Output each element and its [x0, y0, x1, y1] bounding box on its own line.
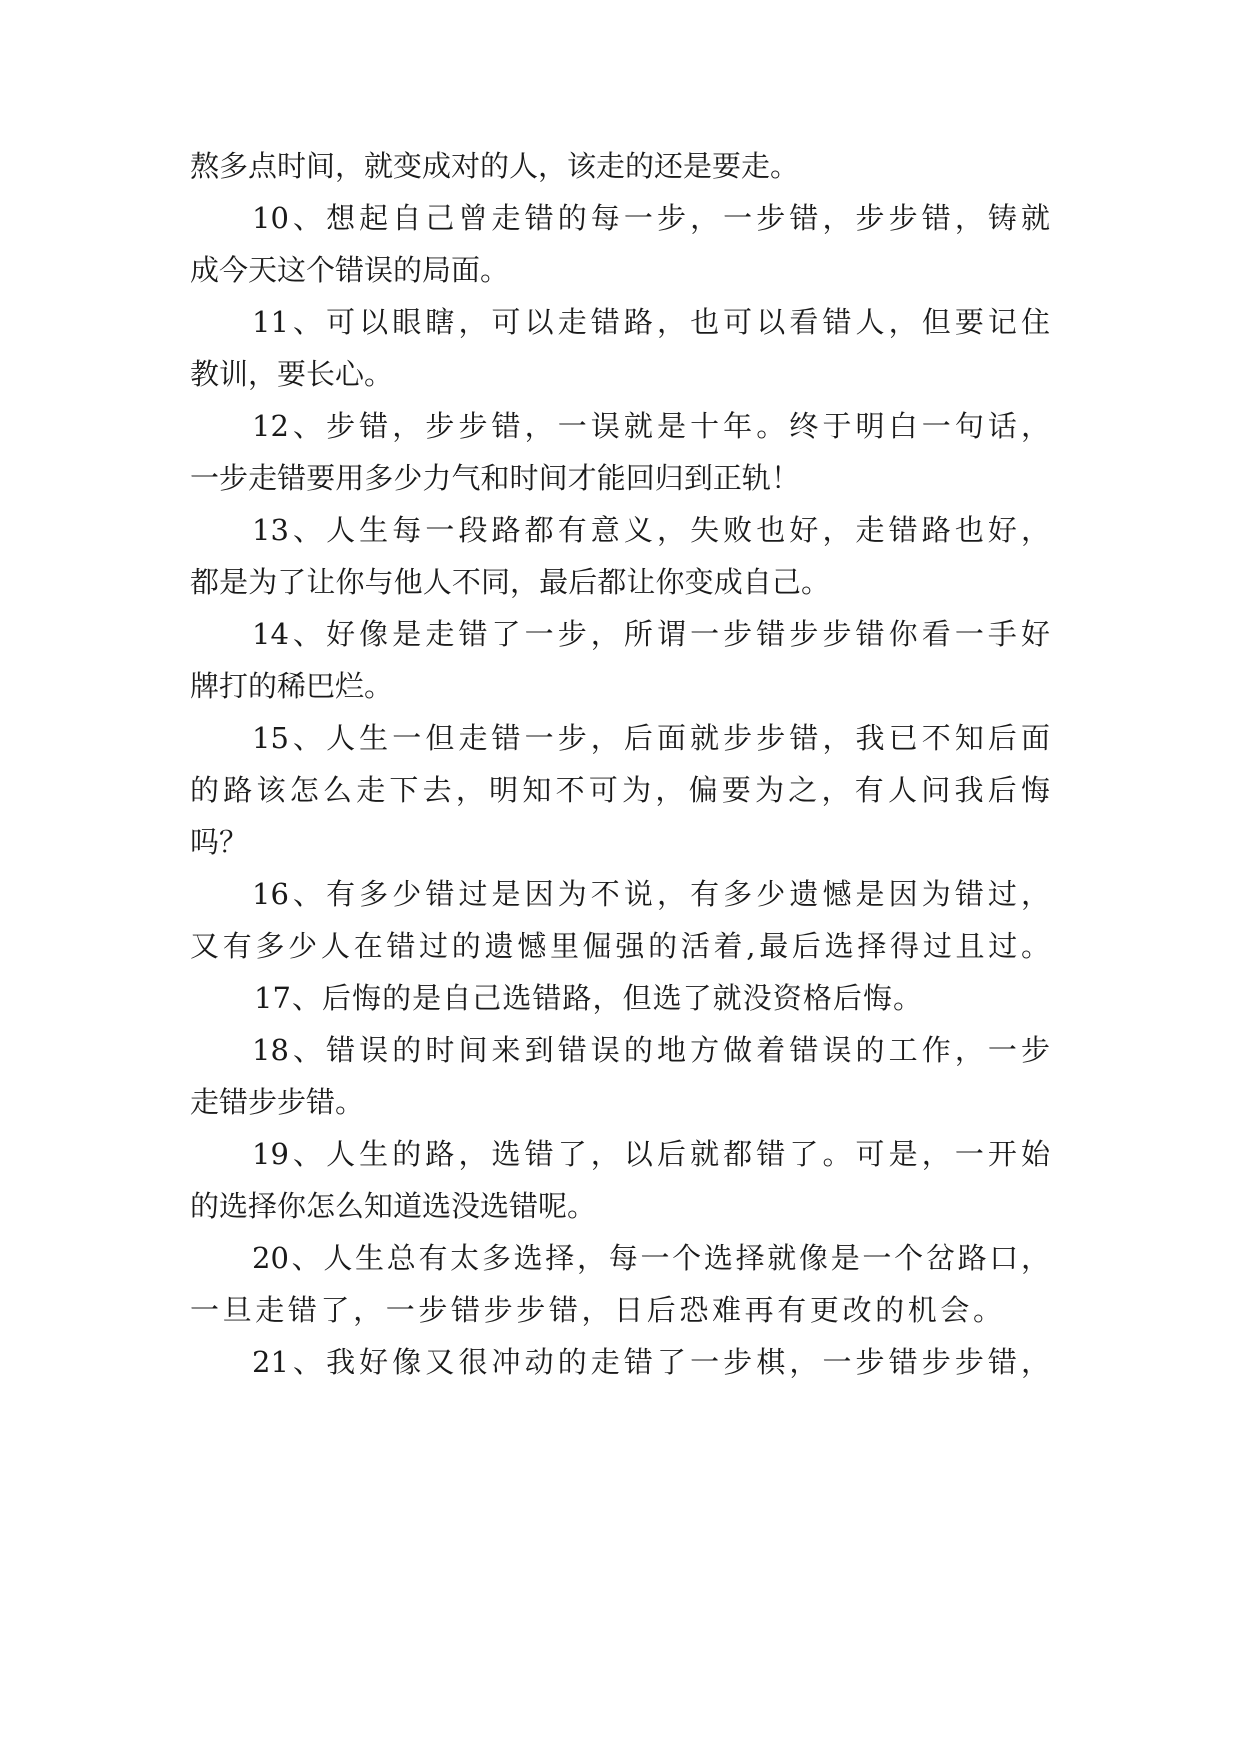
text-line-6: 12、步错，步步错，一误就是十年。终于明白一句话，: [252, 409, 1050, 443]
text-line-1: 熬多点时间，就变成对的人，该走的还是要走。: [190, 149, 800, 183]
text-line-17: 17、后悔的是自己选错路，但选了就没资格后悔。: [254, 981, 922, 1015]
text-line-22: 20、人生总有太多选择，每一个选择就像是一个岔路口，: [252, 1241, 1050, 1275]
text-line-7: 一步走错要用多少力气和时间才能回归到正轨！: [190, 461, 800, 495]
text-line-16: 又有多少人在错过的遗憾里倔强的活着,最后选择得过且过。: [190, 929, 1050, 963]
text-line-18: 18、错误的时间来到错误的地方做着错误的工作，一步: [252, 1033, 1050, 1067]
text-line-24: 21、我好像又很冲动的走错了一步棋，一步错步步错，: [252, 1345, 1050, 1379]
text-line-14: 吗？: [190, 825, 249, 859]
text-line-2: 10、想起自己曾走错的每一步，一步错，步步错，铸就: [252, 201, 1050, 235]
text-line-4: 11、可以眼瞎，可以走错路，也可以看错人，但要记住: [252, 305, 1050, 339]
text-line-3: 成今天这个错误的局面。: [190, 253, 510, 287]
text-line-8: 13、人生每一段路都有意义，失败也好，走错路也好，: [252, 513, 1050, 547]
text-line-13: 的路该怎么走下去，明知不可为，偏要为之，有人问我后悔: [190, 773, 1050, 807]
text-line-10: 14、好像是走错了一步，所谓一步错步步错你看一手好: [252, 617, 1050, 651]
text-line-9: 都是为了让你与他人不同，最后都让你变成自己。: [190, 565, 830, 599]
text-line-5: 教训，要长心。: [190, 357, 394, 391]
text-line-23: 一旦走错了，一步错步步错，日后恐难再有更改的机会。: [190, 1293, 1002, 1327]
text-line-15: 16、有多少错过是因为不说，有多少遗憾是因为错过，: [252, 877, 1050, 911]
text-line-19: 走错步步错。: [190, 1085, 365, 1119]
text-line-11: 牌打的稀巴烂。: [190, 669, 394, 703]
text-line-12: 15、人生一但走错一步，后面就步步错，我已不知后面: [252, 721, 1050, 755]
text-line-20: 19、人生的路，选错了，以后就都错了。可是，一开始: [252, 1137, 1050, 1171]
text-line-21: 的选择你怎么知道选没选错呢。: [190, 1189, 597, 1223]
